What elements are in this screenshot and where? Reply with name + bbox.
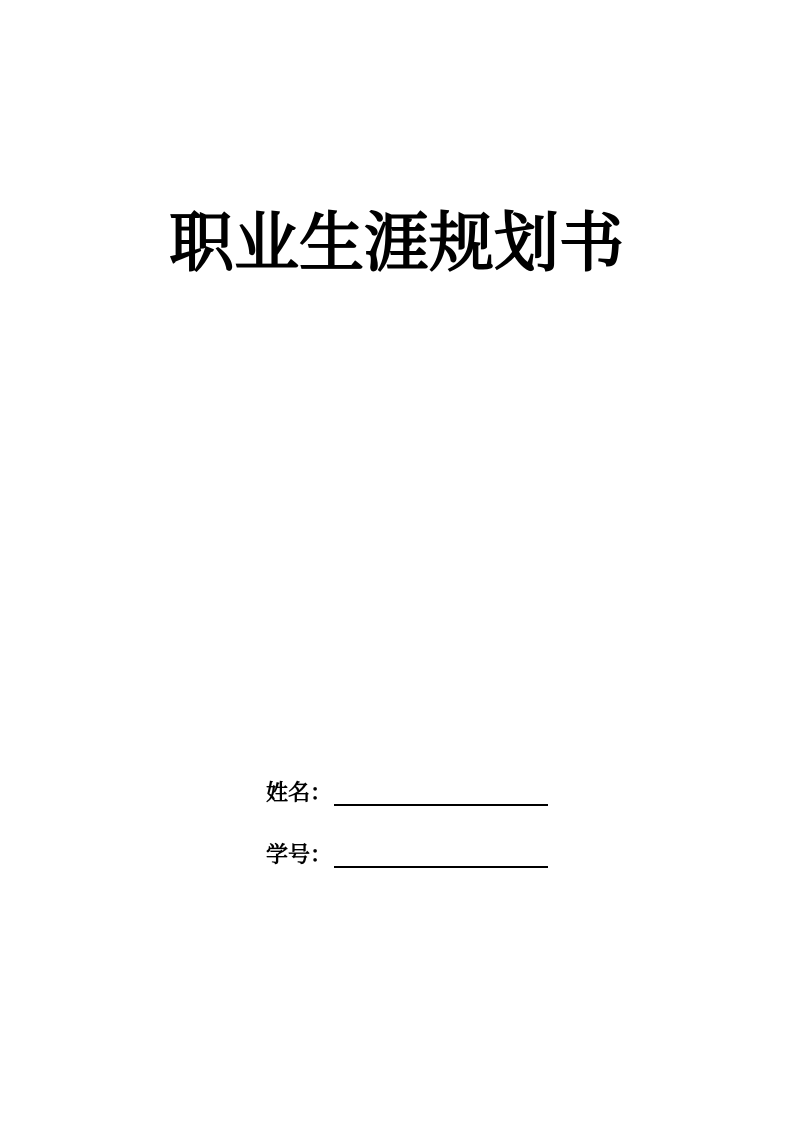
student-id-field-label: 学号：: [266, 842, 333, 867]
student-id-field-row: [266, 841, 548, 871]
student-id-field-blank-line[interactable]: [334, 844, 548, 868]
name-field-blank-line[interactable]: [334, 782, 548, 806]
name-field-row: [266, 779, 548, 809]
cover-fields: [266, 779, 548, 903]
document-title: 职业生涯规划书: [168, 206, 624, 279]
name-field-label: 姓名：: [266, 780, 333, 805]
